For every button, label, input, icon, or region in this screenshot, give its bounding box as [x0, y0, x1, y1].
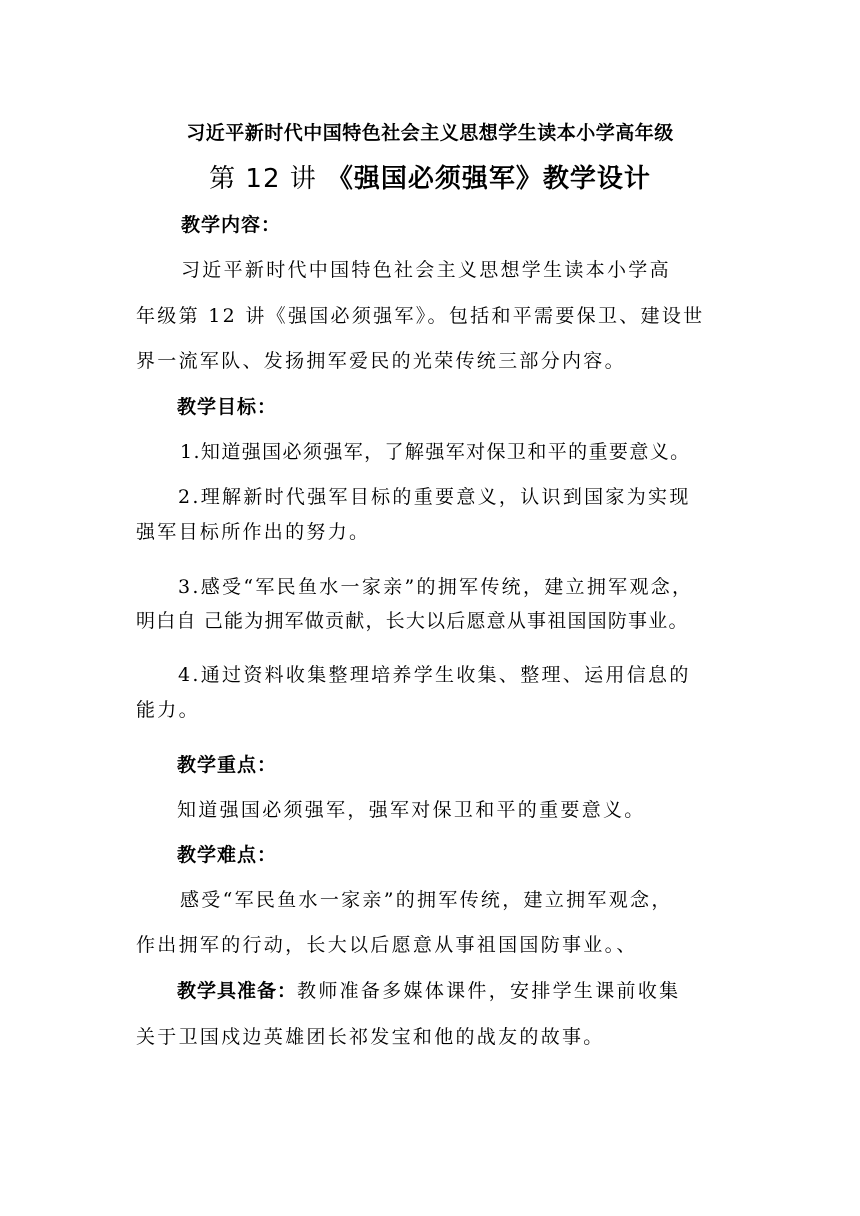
document-subtitle: 习近平新时代中国特色社会主义思想学生读本小学高年级 [186, 122, 674, 144]
objective-item-4-line-2: 能力。 [136, 699, 200, 721]
objective-item-3-line-1: 3.感受“军民鱼水一家亲”的拥军传统，建立拥军观念， [178, 576, 694, 598]
section-label-key-points: 教学重点： [177, 754, 278, 776]
preparation-text-1: 教师准备多媒体课件，安排学生课前收集 [297, 980, 681, 1002]
lecture-number: 第 12 讲 [209, 164, 317, 194]
difficulties-line-2: 作出拥军的行动，长大以后愿意从事祖国国防事业。、 [136, 934, 638, 956]
content-line-2: 年级第 12 讲《强国必须强军》。包括和平需要保卫、建设世 [136, 305, 705, 327]
objective-item-1: 1.知道强国必须强军，了解强军对保卫和平的重要意义。 [180, 441, 691, 463]
document-title [0, 158, 860, 195]
section-label-objectives: 教学目标： [177, 396, 278, 418]
section-label-difficulties: 教学难点： [177, 844, 278, 866]
section-label-content: 教学内容： [181, 214, 282, 236]
preparation-line-1 [177, 973, 680, 1009]
content-line-3: 界一流军队、发扬拥军爱民的光荣传统三部分内容。 [136, 350, 626, 372]
lecture-title: 《强国必须强军》教学设计 [326, 164, 651, 194]
objective-item-2-line-1: 2.理解新时代强军目标的重要意义，认识到国家为实现 [178, 486, 691, 508]
objective-item-3-line-2: 明白自 己能为拥军做贡献，长大以后愿意从事祖国国防事业。 [136, 610, 689, 632]
difficulties-line-1: 感受“军民鱼水一家亲”的拥军传统，建立拥军观念， [180, 889, 673, 911]
preparation-line-2: 关于卫国戍边英雄团长祁发宝和他的战友的故事。 [136, 1026, 605, 1048]
objective-item-2-line-2: 强军目标所作出的努力。 [136, 521, 371, 543]
section-label-preparation: 教学具准备： [177, 980, 298, 1002]
content-line-1: 习近平新时代中国特色社会主义思想学生读本小学高 [181, 259, 671, 281]
key-points-text: 知道强国必须强军，强军对保卫和平的重要意义。 [177, 799, 646, 821]
objective-item-4-line-1: 4.通过资料收集整理培养学生收集、整理、运用信息的 [178, 664, 691, 686]
